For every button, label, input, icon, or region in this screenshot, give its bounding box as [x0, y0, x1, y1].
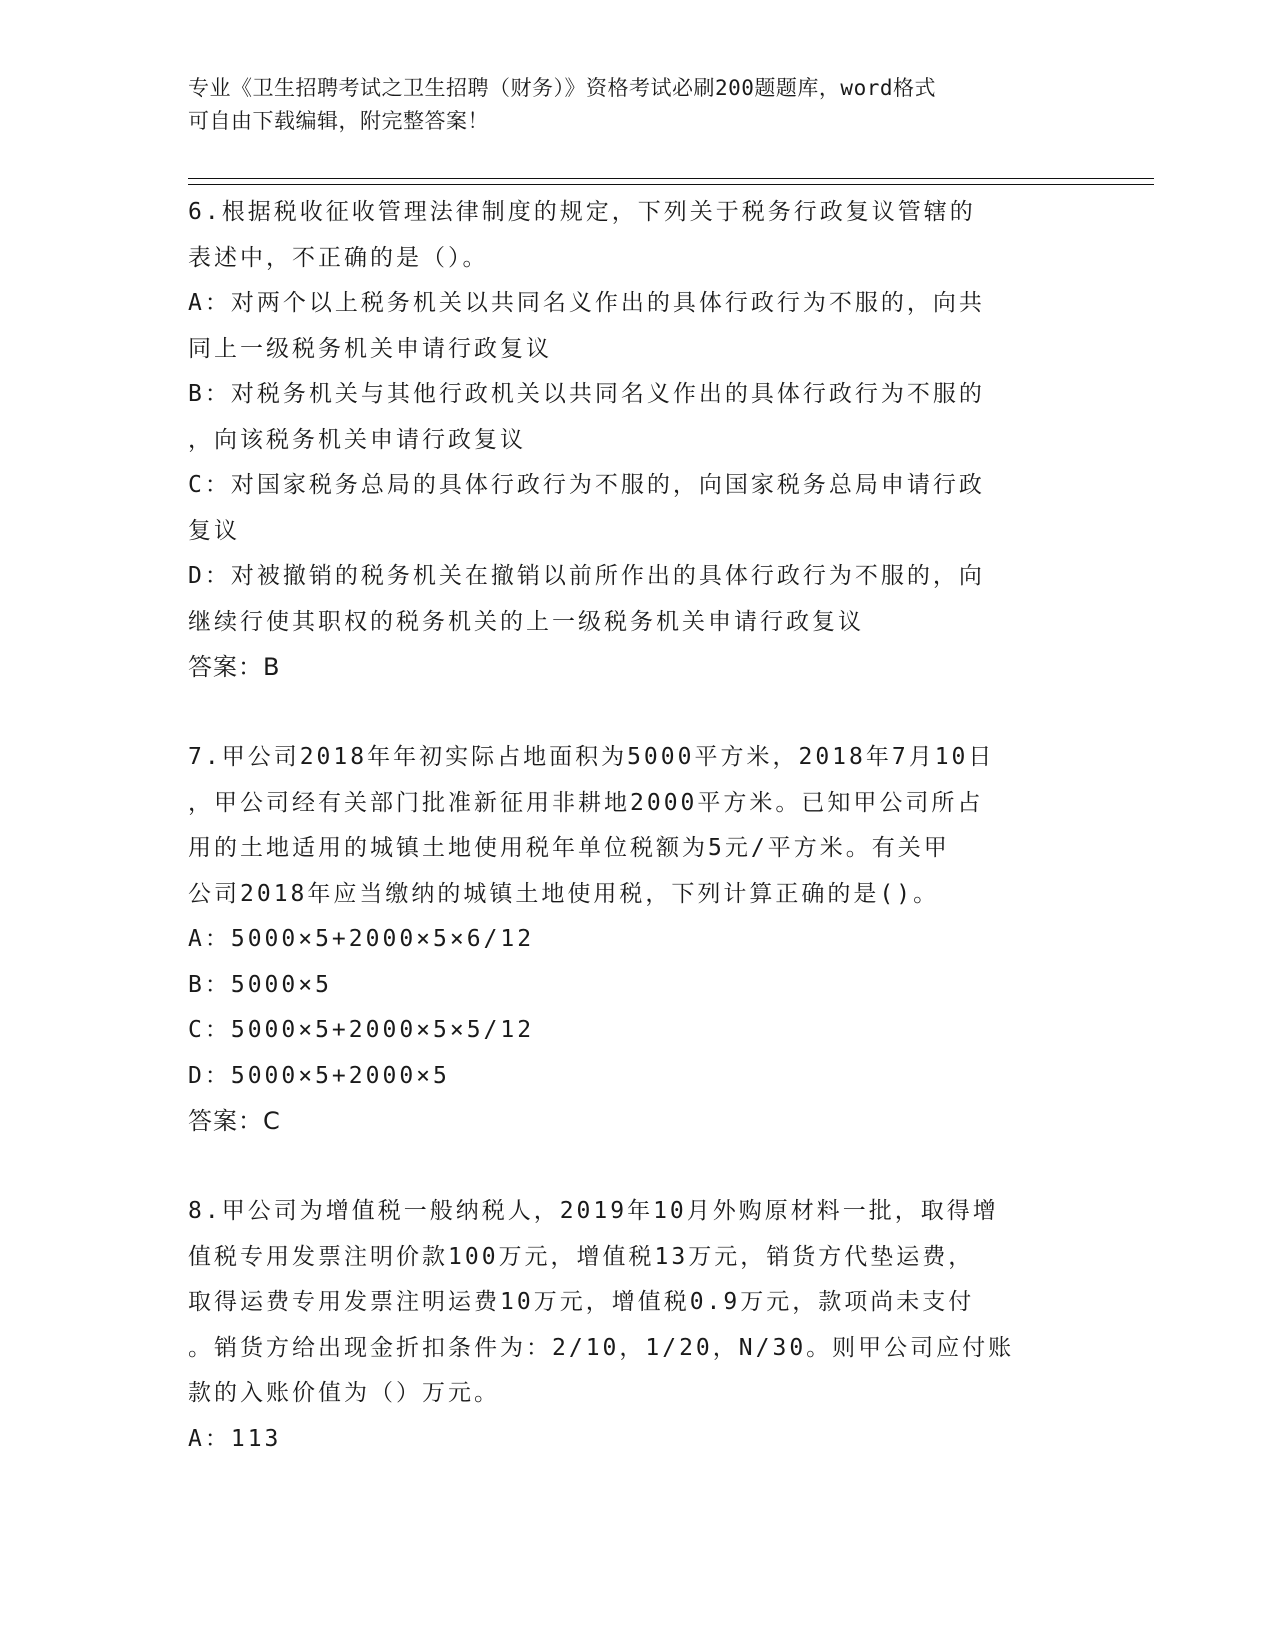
answer-label: 答案：C: [188, 1107, 281, 1135]
question-text-line: 7.甲公司2018年年初实际占地面积为5000平方米，2018年7月10日: [188, 744, 995, 770]
option-a: A：5000×5+2000×5×6/12: [188, 926, 535, 952]
question-text-line: 款的入账价值为（）万元。: [188, 1380, 500, 1406]
option-d: D：5000×5+2000×5: [188, 1062, 450, 1089]
option-b: B：5000×5: [188, 971, 332, 998]
question-text-line: 。销货方给出现金折扣条件为：2/10，1/20，N/30。则甲公司应付账: [188, 1334, 1015, 1361]
option-a: A：对两个以上税务机关以共同名义作出的具体行政行为不服的，向共: [188, 290, 985, 316]
option-a-continued: 同上一级税务机关申请行政复议: [188, 335, 552, 362]
question-text-line: 公司2018年应当缴纳的城镇土地使用税，下列计算正确的是()。: [188, 880, 940, 907]
option-b: B：对税务机关与其他行政机关以共同名义作出的具体行政行为不服的: [188, 381, 985, 407]
question-6: [188, 190, 1088, 690]
question-text-line: 值税专用发票注明价款100万元，增值税13万元，销货方代垫运费，: [188, 1243, 975, 1270]
question-text-line: 取得运费专用发票注明运费10万元，增值税0.9万元，款项尚未支付: [188, 1289, 975, 1315]
question-spacer: [188, 690, 1088, 735]
question-list: [188, 190, 1088, 1462]
option-a: A：113: [188, 1425, 282, 1452]
question-text-line: 用的土地适用的城镇土地使用税年单位税额为5元/平方米。有关甲: [188, 835, 950, 861]
option-d-continued: 继续行使其职权的税务机关的上一级税务机关申请行政复议: [188, 608, 864, 635]
header-divider-bottom: [188, 184, 1154, 185]
option-c: C：5000×5+2000×5×5/12: [188, 1017, 535, 1043]
option-c-continued: 复议: [188, 517, 240, 544]
header-divider-top: [188, 178, 1154, 179]
question-text-line: 表述中，不正确的是（）。: [188, 244, 489, 271]
option-c: C：对国家税务总局的具体行政行为不服的，向国家税务总局申请行政: [188, 472, 985, 498]
answer-label: 答案：B: [188, 653, 281, 681]
question-text-line: ，甲公司经有关部门批准新征用非耕地2000平方米。已知甲公司所占: [188, 789, 984, 816]
header-title-line-2: 可自由下载编辑，附完整答案！: [188, 109, 489, 133]
option-b-continued: ，向该税务机关申请行政复议: [188, 426, 526, 453]
question-8: [188, 1189, 1088, 1462]
option-d: D：对被撤销的税务机关在撤销以前所作出的具体行政行为不服的，向: [188, 563, 985, 589]
question-text-line: 8.甲公司为增值税一般纳税人，2019年10月外购原材料一批，取得增: [188, 1198, 999, 1224]
header-title-line-1: 专业《卫生招聘考试之卫生招聘（财务）》资格考试必刷200题题库，word格式: [188, 76, 936, 100]
question-7: [188, 735, 1088, 1144]
question-text-line: 6.根据税收征收管理法律制度的规定，下列关于税务行政复议管辖的: [188, 199, 976, 225]
document-header: [188, 72, 1068, 138]
question-spacer: [188, 1144, 1088, 1189]
